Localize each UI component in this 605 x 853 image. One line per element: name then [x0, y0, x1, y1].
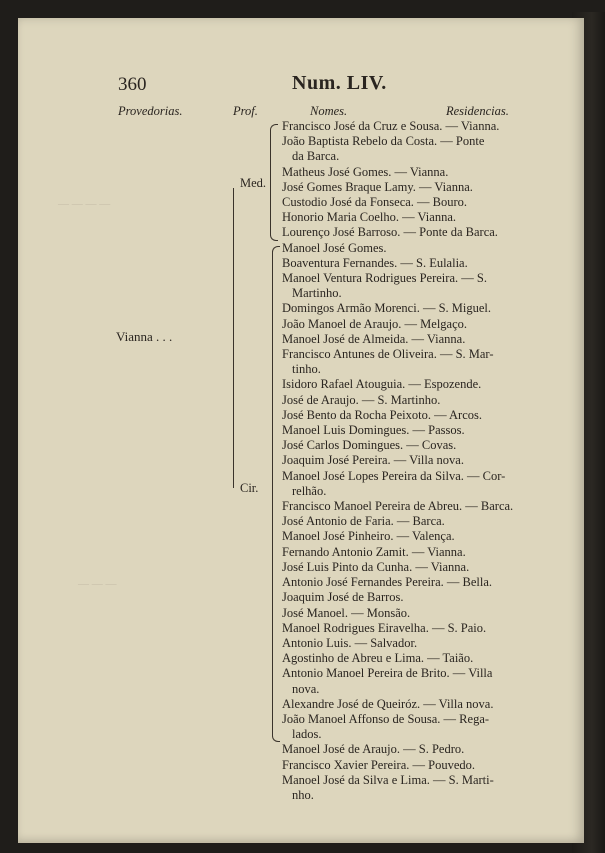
list-item: Francisco Antunes de Oliveira. — S. Mar- [282, 347, 494, 362]
list-item: Martinho. [292, 286, 342, 301]
page-heading: Num. LIV. [292, 72, 387, 94]
list-item: Manoel Luis Domingues. — Passos. [282, 423, 465, 438]
list-item: Manoel Ventura Rodrigues Pereira. — S. [282, 271, 487, 286]
list-item: Domingos Armão Morenci. — S. Miguel. [282, 301, 492, 316]
list-item: Lourenço José Barroso. — Ponte da Barca. [282, 225, 498, 240]
list-item: Manoel José de Araujo. — S. Pedro. [282, 742, 465, 757]
list-item: João Manoel Affonso de Sousa. — Rega- [282, 711, 490, 726]
list-item: Fernando Antonio Zamit. — Vianna. [282, 544, 466, 559]
list-item: José de Araujo. — S. Martinho. [282, 392, 441, 407]
list-item: Antonio Luis. — Salvador. [282, 635, 418, 650]
column-header-residencias: Residencias. [446, 104, 509, 118]
column-header-provedorias: Provedorias. [118, 104, 183, 118]
document-page: — — — — — — — [18, 18, 584, 843]
profession-cir-label: Cir. [240, 481, 259, 495]
list-item: Manoel José Lopes Pereira da Silva. — Cor- [282, 468, 506, 483]
list-item: Manoel José de Almeida. — Vianna. [282, 331, 466, 346]
provedoria-label: Vianna . . . [116, 329, 173, 344]
list-item: Antonio Manoel Pereira de Brito. — Villa [282, 666, 493, 681]
list-item: Antonio José Fernandes Pereira. — Bella. [282, 575, 493, 590]
list-item: Isidoro Rafael Atouguia. — Espozende. [282, 377, 482, 392]
list-item: José Bento da Rocha Peixoto. — Arcos. [282, 407, 482, 422]
list-item: Manoel José da Silva e Lima. — S. Marti- [282, 772, 494, 787]
list-item: nova. [292, 681, 320, 696]
list-item: Joaquim José Pereira. — Villa nova. [282, 453, 464, 468]
profession-med-label: Med. [240, 176, 267, 190]
name-list [282, 119, 582, 803]
list-item: Matheus José Gomes. — Vianna. [282, 164, 449, 179]
list-item: Agostinho de Abreu e Lima. — Taião. [282, 651, 474, 666]
list-item: João Manoel de Araujo. — Melgaço. [282, 316, 468, 331]
bracket-provedoria [233, 188, 234, 488]
list-item: relhão. [292, 483, 327, 498]
bracket-med [270, 124, 278, 241]
list-item: Manoel José Gomes. [282, 240, 387, 255]
column-header-nomes: Nomes. [310, 104, 348, 118]
page-number: 360 [118, 74, 147, 95]
list-item: Alexandre José de Queiróz. — Villa nova. [282, 696, 494, 711]
column-header-prof: Prof. [233, 104, 258, 118]
list-item: lados. [292, 727, 322, 742]
list-item: Francisco José da Cruz e Sousa. — Vianna. [282, 119, 500, 133]
list-item: Joaquim José de Barros. [282, 590, 404, 605]
list-item: Boaventura Fernandes. — S. Eulalia. [282, 255, 468, 270]
list-item: João Baptista Rebelo da Costa. — Ponte [282, 134, 485, 149]
list-item: Manoel José Pinheiro. — Valença. [282, 529, 455, 544]
list-item: tinho. [292, 362, 321, 377]
list-item: Custodio José da Fonseca. — Bouro. [282, 195, 468, 210]
list-item: Francisco Xavier Pereira. — Pouvedo. [282, 757, 475, 772]
list-item: José Manoel. — Monsão. [282, 605, 411, 620]
list-item: Honorio Maria Coelho. — Vianna. [282, 210, 456, 225]
list-item: Francisco Manoel Pereira de Abreu. — Barca. [282, 499, 514, 514]
list-item: da Barca. [292, 149, 340, 164]
list-item: nho. [292, 787, 314, 802]
list-item: José Luis Pinto da Cunha. — Vianna. [282, 559, 470, 574]
list-item: Manoel Rodrigues Eiravelha. — S. Paio. [282, 620, 487, 635]
list-item: José Carlos Domingues. — Covas. [282, 438, 457, 453]
bracket-cir [272, 246, 280, 742]
list-item: José Antonio de Faria. — Barca. [282, 514, 445, 529]
list-item: José Gomes Braque Lamy. — Vianna. [282, 179, 473, 194]
